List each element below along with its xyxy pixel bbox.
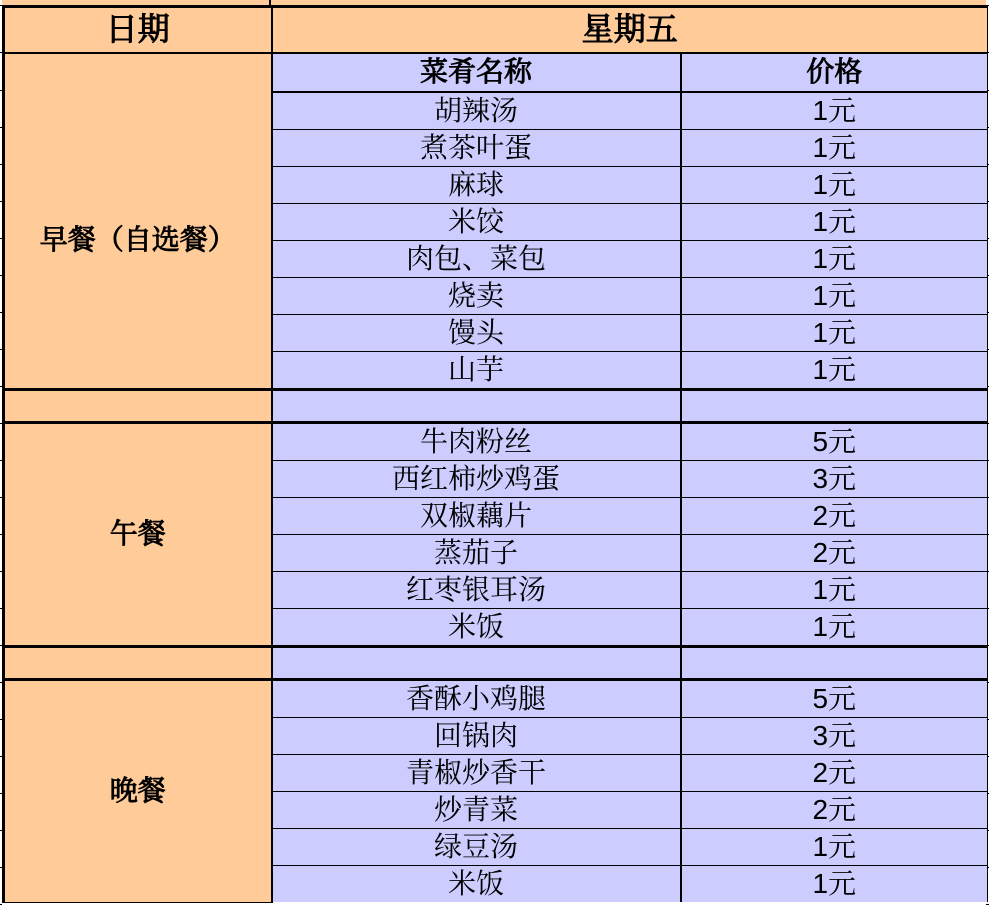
separator-cell (681, 647, 988, 680)
header-row (4, 7, 988, 54)
dish-cell: 香酥小鸡腿 (272, 680, 681, 718)
section-label-lunch: 午餐 (4, 423, 272, 647)
dish-cell: 牛肉粉丝 (272, 423, 681, 461)
price-cell: 1元 (681, 572, 988, 609)
dish-cell: 米饭 (272, 609, 681, 647)
menu-table (2, 5, 988, 903)
price-cell: 3元 (681, 718, 988, 755)
section-label-breakfast: 早餐（自选餐） (4, 92, 272, 390)
dish-cell: 米饺 (272, 204, 681, 241)
price-cell: 2元 (681, 792, 988, 829)
separator-cell (681, 390, 988, 423)
dish-cell: 西红柿炒鸡蛋 (272, 461, 681, 498)
section-label-dinner: 晚餐 (4, 680, 272, 903)
table-row (4, 92, 988, 130)
price-cell: 1元 (681, 204, 988, 241)
separator-cell (272, 390, 681, 423)
price-cell: 2元 (681, 498, 988, 535)
price-cell: 1元 (681, 130, 988, 167)
dish-cell: 双椒藕片 (272, 498, 681, 535)
dish-cell: 绿豆汤 (272, 829, 681, 866)
dish-cell: 烧卖 (272, 278, 681, 315)
price-cell: 5元 (681, 680, 988, 718)
dish-cell: 麻球 (272, 167, 681, 204)
dish-cell: 回锅肉 (272, 718, 681, 755)
price-cell: 1元 (681, 278, 988, 315)
separator-cell (4, 647, 272, 680)
separator-cell (4, 390, 272, 423)
dish-cell: 蒸茄子 (272, 535, 681, 572)
price-cell: 1元 (681, 241, 988, 278)
separator-row (4, 390, 988, 423)
separator-cell (272, 647, 681, 680)
price-cell: 1元 (681, 352, 988, 390)
price-cell: 5元 (681, 423, 988, 461)
dish-cell: 煮茶叶蛋 (272, 130, 681, 167)
price-cell: 1元 (681, 92, 988, 130)
dish-cell: 胡辣汤 (272, 92, 681, 130)
dish-cell: 馒头 (272, 315, 681, 352)
price-cell: 2元 (681, 535, 988, 572)
dish-cell: 山芋 (272, 352, 681, 390)
separator-row (4, 647, 988, 680)
price-cell: 3元 (681, 461, 988, 498)
dish-cell: 米饭 (272, 866, 681, 903)
price-cell: 1元 (681, 315, 988, 352)
dish-column-header: 菜肴名称 (272, 53, 681, 92)
dish-cell: 红枣银耳汤 (272, 572, 681, 609)
price-cell: 1元 (681, 866, 988, 903)
date-header-cell: 日期 (4, 7, 272, 54)
table-row (4, 423, 988, 461)
dish-cell: 肉包、菜包 (272, 241, 681, 278)
price-cell: 1元 (681, 167, 988, 204)
dish-cell: 青椒炒香干 (272, 755, 681, 792)
date-column-spacer-cell (4, 53, 272, 92)
subheader-row (4, 53, 988, 92)
dish-cell: 炒青菜 (272, 792, 681, 829)
price-cell: 1元 (681, 829, 988, 866)
day-header-cell: 星期五 (272, 7, 988, 54)
price-column-header: 价格 (681, 53, 988, 92)
table-row (4, 680, 988, 718)
price-cell: 2元 (681, 755, 988, 792)
price-cell: 1元 (681, 609, 988, 647)
